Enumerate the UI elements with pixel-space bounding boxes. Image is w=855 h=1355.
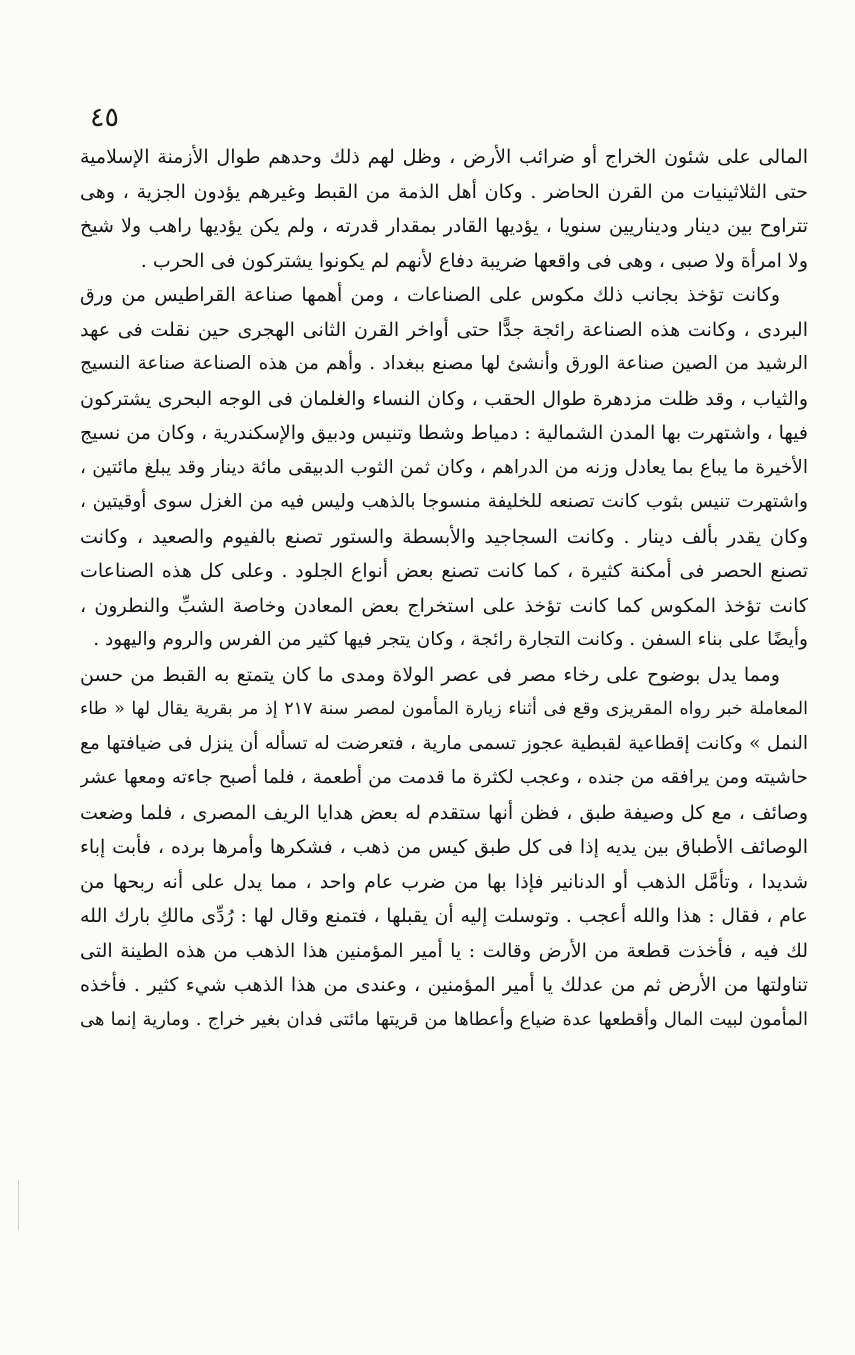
text-line: حتى الثلاثينيات من القرن الحاضر . وكان أهل الذمة من القبط وغيرهم يؤدون الجزية ، وهى [80,180,808,203]
text-line: المأمون لبيت المال وأقطعها عدة ضياع وأعطاها من قريتها مائتى فدان بغير خراج . ومارية إنما هى [80,1008,808,1030]
text-line: حاشيته ومن يرافقه من جنده ، وعجب لكثرة ما قدمت من أطعمة ، فلما أصبح جاءته ومعها عشر [80,767,808,788]
text-line: والثياب ، وقد ظلت مزدهرة طوال الحقب ، وكان النساء والغلمان فى الوجه البحرى يشتركون [80,387,808,410]
text-line: تتراوح بين دينار وديناريين سنويا ، يؤديها القادر بمقدار قدرته ، ولم يكن يؤديها راهب ولا شيخ [80,215,808,237]
text-line: وكان يقدر بألف دينار . وكانت السجاجيد والأبسطة والستور تصنع بالفيوم والصعيد ، وكانت [80,525,808,548]
text-line: وكانت تؤخذ بجانب ذلك مكوس على الصناعات ، ومن أهمها صناعة القراطيس من ورق [80,284,780,306]
page-number: ٤٥ [89,102,119,133]
text-line: فيها ، واشتهرت بها المدن الشمالية : دمياط وشطا وتنيس ودبيق والإسكندرية ، وكان من نسيج [80,422,808,444]
text-line: وصائف ، مع كل وصيفة طبق ، فظن أنها ستقدم له بعض هدايا الريف المصرى ، فلما وضعت [80,801,808,824]
text-line: تصنع الحصر فى أمكنة كثيرة ، كما كانت تصنع بعض أنواع الجلود . وعلى كل هذه الصناعات [80,560,808,582]
text-line: لك فيه ، فأخذت قطعة من الأرض وقالت : يا أمير المؤمنين هذا الذهب من هذه الطينة التى [80,939,808,962]
text-line: واشتهرت تنيس بثوب كانت تصنعه للخليفة منسوجا بالذهب وليس فيه من الغزل سوى أوقيتين ، [80,491,808,512]
text-line: كانت تؤخذ المكوس كما كانت تؤخذ على استخراج بعض المعادن وخاصة الشبِّ والنطرون ، [80,594,808,617]
text-line: عام ، فقال : هذا والله أعجب . وتوسلت إليه أن يقبلها ، فتمنع وقال لها : رُدِّى مالكِ بارك الله [80,905,808,927]
text-line: الرشيد من الصين صناعة الورق وأنشئ لها مصنع ببغداد . وأهم من هذه الصناعة صناعة النسيج [80,353,808,374]
text-line: الأخيرة ما يباع بما يعادل وزنه من الدراهم ، وكان ثمن الثوب الدبيقى مائة دينار وقد يبلغ مائتين ، [80,456,808,478]
text-line: ومما يدل بوضوح على رخاء مصر فى عصر الولاة ومدى ما كان يتمتع به القبط من حسن [80,663,780,686]
text-line: النمل » وكانت إقطاعية لقبطية عجوز تسمى مارية ، فتعرضت له تسأله أن ينزل فى ضيافتها مع [80,732,808,754]
text-line: الوصائف الأطباق بين يديه إذا فى كل طبق كيس من ذهب ، فشكرها وأمرها برده ، فأبت إباء [80,836,808,858]
text-line: المعاملة خبر رواه المقريزى وقع فى أثناء زيارة المأمون لمصر سنة ٢١٧ إذ مر بقرية يقال لها « طاء [80,699,808,719]
text-line: المالى على شئون الخراج أو ضرائب الأرض ، وظل لهم ذلك وحدهم طوال الأزمنة الإسلامية [80,146,808,168]
text-line: شديدا ، وتأمَّل الذهب أو الدنانير فإذا بها من ضرب عام واحد ، مما يدل على أنه ربحها من [80,870,808,893]
text-line: وأيضًا على بناء السفن . وكانت التجارة رائجة ، وكان يتجر فيها كثير من الفرس والروم واليهود . [93,629,808,650]
scan-edge-mark [18,1180,21,1230]
text-line: البردى ، وكانت هذه الصناعة رائجة جدًّا حتى أواخر القرن الثانى الهجرى حين نقلت فى عهد [80,318,808,341]
text-line: تناولتها من الأرض ثم من عدلك يا أمير المؤمنين ، وعندى من هذا الذهب شيء كثير . فأخذه [80,974,808,996]
text-line: ولا امرأة ولا صبى ، وهى فى واقعها ضريبة دفاع لأنهم لم يكونوا يشتركون فى الحرب . [140,249,808,272]
body-text [80,140,808,1037]
